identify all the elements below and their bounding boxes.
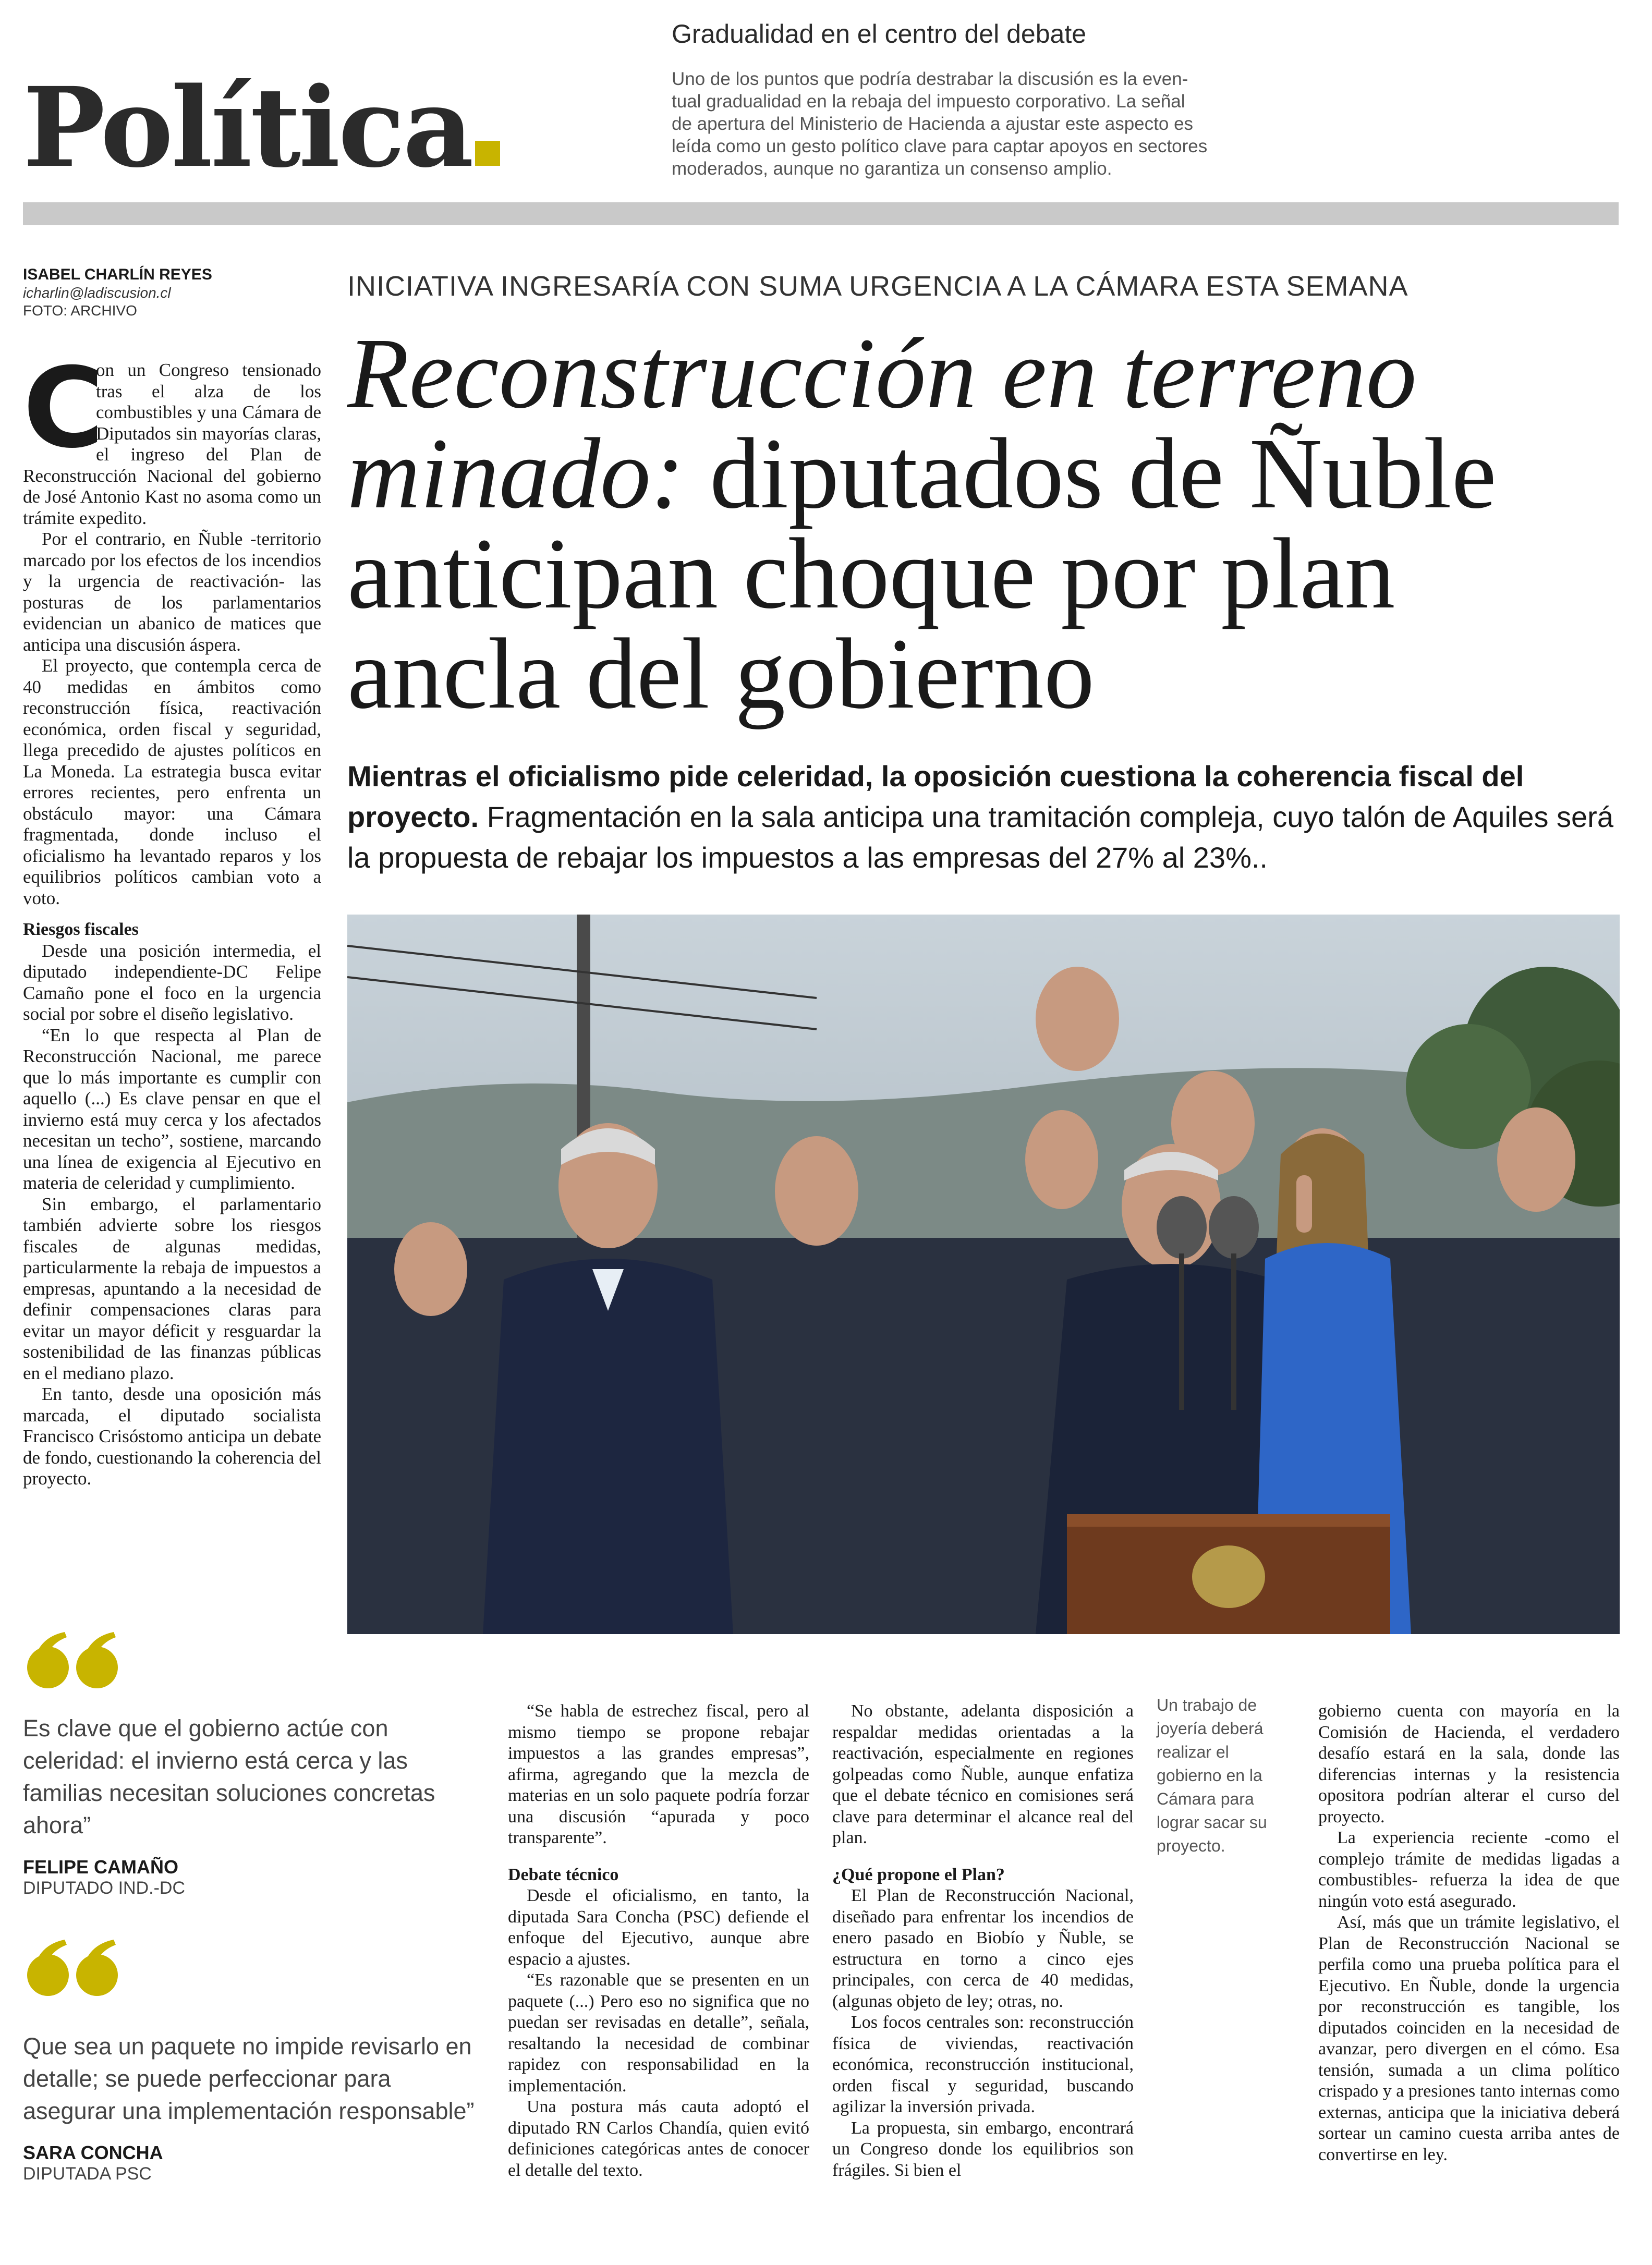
subheading: Debate técnico — [508, 1865, 619, 1884]
paragraph: “Se habla de estrechez fiscal, pero al mismo tiempo se propone rebajar impuestos a las grandes empresas”, afirma, agregando que la mezcla de materias en un solo paquete podría forzar una discusión “apurada y poco transparente”. — [508, 1701, 809, 1847]
article-photo — [347, 915, 1620, 1634]
subhead-bold: Mientras el oficialismo pide celeridad, la oposición cuestiona la coherencia fiscal del proyecto. — [347, 760, 1524, 833]
paragraph: El Plan de Reconstrucción Nacional, diseñado para enfrentar los incendios de enero pasado en Biobío y Ñuble, se estructura en torno a cinco ejes principales, con cerca de 40 medidas, (algunas objeto de ley; otras, no. — [832, 1886, 1134, 2011]
teaser-line: Uno de los puntos que podría destrabar la discusión es la even- — [672, 69, 1188, 89]
quote-name: FELIPE CAMAÑO — [23, 1856, 179, 1878]
article-column-3 — [832, 1701, 1134, 2181]
subheading: ¿Qué propone el Plan? — [832, 1865, 1005, 1884]
press-conference-illustration — [347, 915, 1620, 1634]
paragraph: La propuesta, sin embargo, encontrará un Congreso donde los equilibrios son frágiles. Si bien el — [832, 2118, 1134, 2180]
quotation-mark-icon — [23, 1632, 122, 1689]
quote-role: DIPUTADA PSC — [23, 2164, 152, 2184]
dropcap: C — [23, 344, 104, 472]
photo-caption: Un trabajo de joyería deberá realizar el gobierno en la Cámara para lograr sacar su proyecto. — [1157, 1696, 1267, 1855]
headline-rest: diputados de Ñuble anticipan choque por plan ancla del gobierno — [347, 417, 1497, 729]
subhead-rest: Fragmentación en la sala anticipa una tramitación compleja, cuyo talón de Aquiles será la propuesta de rebajar los impuestos a las empresas del 27% al 23%.. — [347, 800, 1613, 874]
teaser-line: moderados, aunque no garantiza un consenso amplio. — [672, 159, 1112, 179]
headline — [347, 317, 1620, 729]
article-column-left — [23, 344, 321, 1490]
quote-role: DIPUTADO IND.-DC — [23, 1878, 186, 1898]
paragraph: Desde el oficialismo, en tanto, la diputada Sara Concha (PSC) defiende el enfoque del Ejecutivo, aunque abre espacio a ajustes. — [508, 1886, 809, 1969]
quote-text: Que sea un paquete no impide revisarlo en detalle; se puede perfeccionar para asegurar una implementación responsable” — [23, 2033, 475, 2124]
byline-author: ISABEL CHARLÍN REYES — [23, 266, 212, 283]
article-column-4 — [1318, 1701, 1620, 2165]
paragraph: Así, más que un trámite legislativo, el Plan de Reconstrucción Nacional se perfila como una prueba política para el Ejecutivo. En Ñuble, donde la urgencia por reconstrucción es tangible, los diputados coinciden en la necesidad de avanzar, pero divergen en el cómo. Esa tensión, sumada a un clima político crispado y a presiones tanto internas como externas, anticipa que la iniciativa deberá sortear un camino cuesta arriba antes de convertirse en ley. — [1318, 1913, 1620, 2164]
paragraph: gobierno cuenta con mayoría en la Comisión de Hacienda, el verdadero desafío estará en la sala, donde las diferencias internas y la resistencia opositora podrían alterar el curso del proyecto. — [1318, 1701, 1620, 1826]
paragraph: Los focos centrales son: reconstrucción física de viviendas, reactivación económica, reconstrucción institucional, orden fiscal y seguridad, buscando agilizar la inversión privada. — [832, 2013, 1134, 2116]
paragraph: “En lo que respecta al Plan de Reconstrucción Nacional, me parece que lo más importante es cumplir con aquello (...) Es clave pensar en que el invierno está muy cerca y los afectados necesitan un techo”, sostiene, marcando una línea de exigencia al Ejecutivo en materia de celeridad y cumplimiento. — [23, 1025, 321, 1193]
paragraph: En tanto, desde una oposición más marcada, el diputado socialista Francisco Crisóstomo anticipa un debate de fondo, cuestionando la coherencia del proyecto. — [23, 1384, 321, 1489]
byline-photo-credit: FOTO: ARCHIVO — [23, 302, 137, 319]
byline-email[interactable]: icharlin@ladiscusion.cl — [23, 285, 171, 301]
quote-text: Es clave que el gobierno actúe con celeridad: el invierno está cerca y las familias necesitan soluciones concretas ahora” — [23, 1715, 435, 1838]
quote-name: SARA CONCHA — [23, 2142, 163, 2163]
headline-italic: Reconstrucción en terreno minado: — [347, 317, 1417, 529]
quote-block-1 — [23, 1632, 492, 1898]
section-accent-square — [475, 141, 500, 166]
subheading: Riesgos fiscales — [23, 920, 139, 939]
subhead — [347, 756, 1620, 878]
paragraph: “Es razonable que se presenten en un paquete (...) Pero eso no significa que no puedan ser revisadas en detalle”, señala, resaltando la necesidad de combinar rapidez con responsabilidad en la implementación. — [508, 1970, 809, 2096]
paragraph: on un Congreso tensionado tras el alza de los combustibles y una Cámara de Diputados sin mayorías claras, el ingreso del Plan de Reconstrucción Nacional del gobierno de José Antonio Kast no asoma como un trámite expedito. — [23, 360, 321, 528]
teaser-body — [672, 68, 1266, 180]
article-column-2 — [508, 1701, 809, 2181]
paragraph: No obstante, adelanta disposición a respaldar medidas orientadas a la reactivación, especialmente en regiones golpeadas como Ñuble, aunque enfatiza que el debate técnico en comisiones será clave para determinar el alcance real del plan. — [832, 1701, 1134, 1847]
quotation-mark-icon — [23, 1940, 122, 1997]
teaser-line: de apertura del Ministerio de Hacienda a ajustar este aspecto es — [672, 114, 1194, 134]
paragraph: El proyecto, que contempla cerca de 40 medidas en ámbitos como reconstrucción física, reactivación económica, orden fiscal y seguridad, llega precedido de ajustes políticos en La Moneda. La estrategia busca evitar errores recientes, pero enfrenta un obstáculo mayor: una Cámara fragmentada, donde incluso el oficialismo ha levantado reparos y los equilibrios políticos cambian voto a voto. — [23, 655, 321, 908]
teaser-title: Gradualidad en el centro del debate — [672, 19, 1087, 48]
header-divider-bar — [23, 202, 1619, 225]
kicker: INICIATIVA INGRESARÍA CON SUMA URGENCIA A LA CÁMARA ESTA SEMANA — [347, 271, 1408, 302]
paragraph: La experiencia reciente -como el complejo trámite de medidas ligadas a combustibles- refuerza la idea de que ningún voto está asegurado. — [1318, 1828, 1620, 1911]
quote-block-2 — [23, 1940, 492, 2211]
paragraph: Sin embargo, el parlamentario también advierte sobre los riesgos fiscales de algunas medidas, particularmente la rebaja de impuestos a empresas, apuntando a la necesidad de definir compensaciones claras para evitar un mayor déficit y resguardar la sostenibilidad de las finanzas públicas en el mediano plazo. — [23, 1194, 321, 1383]
paragraph: Desde una posición intermedia, el diputado independiente-DC Felipe Camaño pone el foco en la urgencia social por sobre el diseño legislativo. — [23, 940, 321, 1024]
teaser-line: leída como un gesto político clave para captar apoyos en sectores — [672, 136, 1208, 156]
teaser-line: tual gradualidad en la rebaja del impuesto corporativo. La señal — [672, 91, 1185, 112]
paragraph: Una postura más cauta adoptó el diputado RN Carlos Chandía, quien evitó definiciones categóricas antes de conocer el detalle del texto. — [508, 2097, 809, 2180]
paragraph: Por el contrario, en Ñuble -territorio marcado por los efectos de los incendios y la urgencia de reactivación- las posturas de los parlamentarios evidencian un abanico de matices que anticipa una discusión áspera. — [23, 529, 321, 655]
section-title: Política — [23, 73, 500, 182]
